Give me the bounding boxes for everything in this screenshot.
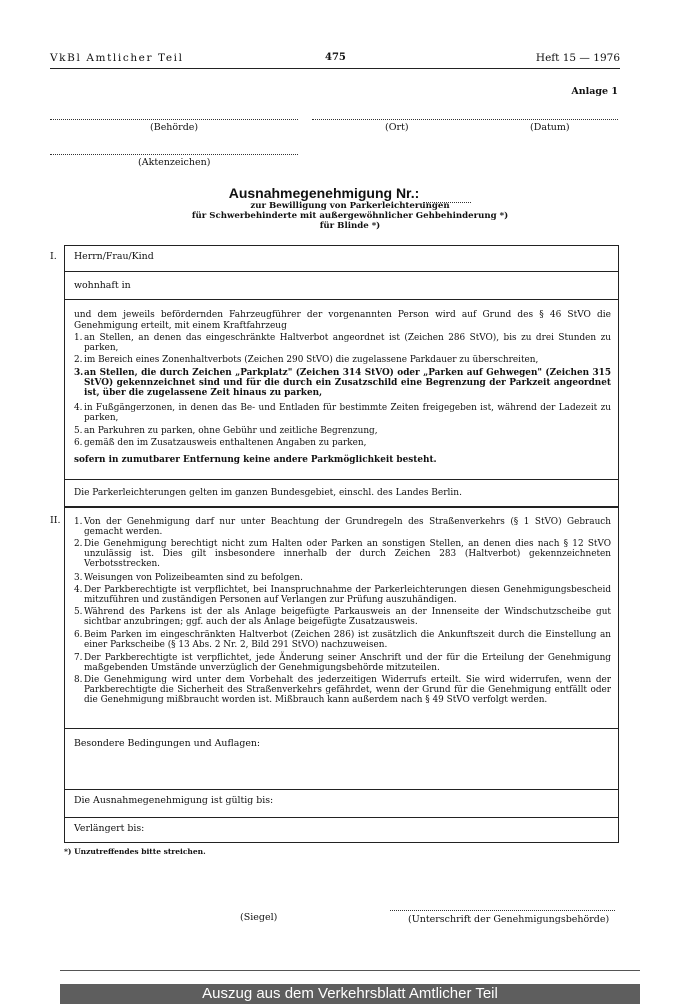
ort-caption: (Ort): [385, 122, 409, 133]
closing-condition: sofern in zumutbarer Entfernung keine andere Parkmöglichkeit besteht.: [74, 455, 437, 465]
wohnhaft-label: wohnhaft in: [74, 280, 131, 291]
intro-text: und dem jeweils befördernden Fahrzeugführer der vorgenannten Person wird auf Grund des § 46 StVO die Genehmigung erteilt, mit einem Kraftfahrzeug: [74, 310, 611, 331]
list-item: 2. Die Genehmigung berechtigt nicht zum Halten oder Parken an sonstigen Stellen, an denen dies nach § 12 StVO unzulässig ist. Dies gilt insbesondere innerhalb der durch Zeichen 283 (Haltverbot) gekennzeichneten Verbotsstrecken.: [74, 539, 611, 569]
name-label: Herrn/Frau/Kind: [74, 251, 154, 262]
divider: [65, 817, 618, 818]
divider: [65, 271, 618, 272]
scope-text: Die Parkerleichterungen gelten im ganzen Bundesgebiet, einschl. des Landes Berlin.: [74, 488, 462, 498]
section-2-box: [64, 507, 619, 843]
divider: [65, 299, 618, 300]
subtitle-3: für Blinde *): [319, 221, 381, 231]
signature-caption: (Unterschrift der Genehmigungsbehörde): [408, 914, 610, 925]
list-item: 2. im Bereich eines Zonenhaltverbots (Zeichen 290 StVO) die zugelassene Parkdauer zu überschreiten,: [74, 355, 539, 365]
list-item: 3. Weisungen von Polizeibeamten sind zu befolgen.: [74, 573, 303, 583]
footnote: *) Unzutreffendes bitte streichen.: [64, 847, 206, 856]
list-item: 5. Während des Parkens ist der als Anlage beigefügte Parkausweis an der Innenseite der Windschutzscheibe gut sichtbar anzubringen; ggf. auch der als Anlage beigefügte Zusatzausweis.: [74, 607, 611, 627]
divider: [65, 789, 618, 790]
list-item: 6. Beim Parken im eingeschränkten Haltverbot (Zeichen 286) ist zusätzlich die Ankunftszeit durch die Einstellung an einer Parkscheibe (§ 13 Abs. 2 Nr. 2, Bild 291 StVO) nachzuweisen.: [74, 630, 611, 650]
form-title: [0, 183, 700, 203]
list-item: 4. in Fußgängerzonen, in denen das Be- und Entladen für bestimmte Zeiten freigegeben ist, während der Ladezeit zu parken,: [74, 403, 611, 423]
ort-datum-line[interactable]: [312, 119, 618, 120]
list-item: 7. Der Parkberechtigte ist verpflichtet, jede Änderung seiner Anschrift und der für die Erteilung der Genehmigung maßgebenden Umstände unverzüglich der Genehmigungsbehörde mitzuteilen.: [74, 653, 611, 673]
subtitle-2: für Schwerbehinderte mit außergewöhnlicher Gehbehinderung *): [191, 211, 509, 221]
divider: [65, 479, 618, 480]
list-item: 1. an Stellen, an denen das eingeschränkte Haltverbot angeordnet ist (Zeichen 286 StVO), bis zu drei Stunden zu parken,: [74, 333, 611, 353]
header-rule: [50, 68, 620, 69]
behoerde-line[interactable]: [50, 119, 298, 120]
datum-caption: (Datum): [530, 122, 570, 133]
list-item: 5. an Parkuhren zu parken, ohne Gebühr und zeitliche Begrenzung,: [74, 426, 378, 436]
journal-name: VkBl Amtlicher Teil: [50, 52, 184, 64]
aktenzeichen-line[interactable]: [50, 154, 298, 155]
annex-label: Anlage 1: [571, 86, 618, 97]
conditions-label: Besondere Bedingungen und Auflagen:: [74, 738, 261, 749]
number-field[interactable]: [423, 183, 471, 203]
valid-until-label: Die Ausnahmegenehmigung ist gültig bis:: [74, 795, 274, 806]
aktenzeichen-caption: (Aktenzeichen): [138, 157, 211, 168]
divider: [65, 728, 618, 729]
signature-line[interactable]: [390, 910, 615, 911]
title-main: Ausnahmegenehmigung Nr.:: [228, 185, 420, 201]
list-item: 6. gemäß den im Zusatzausweis enthaltenen Angaben zu parken,: [74, 438, 367, 448]
list-item: 1. Von der Genehmigung darf nur unter Beachtung der Grundregeln des Straßenverkehrs (§ 1 StVO) Gebrauch gemacht werden.: [74, 517, 611, 537]
issue-info: Heft 15 — 1976: [535, 52, 620, 64]
section-1-label: I.: [50, 251, 57, 262]
list-item: 4. Der Parkberechtigte ist verpflichtet, bei Inanspruchnahme der Parkerleichterungen diesen Genehmigungsbescheid mitzuführen und zuständigen Personen auf Verlangen zur Prüfung auszuhändigen.: [74, 585, 611, 605]
seal-caption: (Siegel): [240, 912, 278, 923]
behoerde-caption: (Behörde): [150, 122, 199, 133]
subtitle-1: zur Bewilligung von Parkerleichterungen: [250, 201, 450, 211]
source-banner: Auszug aus dem Verkehrsblatt Amtlicher Teil: [60, 984, 640, 1004]
section-2-label: II.: [50, 515, 61, 526]
list-item: 8. Die Genehmigung wird unter dem Vorbehalt des jederzeitigen Widerrufs erteilt. Sie wird widerrufen, wenn der Parkberechtigte die Sicherheit des Straßenverkehrs gefährdet, wenn der Grund für die Genehmigung entfällt oder die Genehmigung mißbraucht worden ist. Mißbrauch kann außerdem nach § 49 StVO verfolgt werden.: [74, 675, 611, 705]
bottom-rule: [60, 970, 640, 971]
extended-until-label: Verlängert bis:: [74, 823, 145, 834]
section-1-box: [64, 245, 619, 507]
conditions-field[interactable]: [65, 750, 618, 788]
list-item: 3. an Stellen, die durch Zeichen „Parkplatz" (Zeichen 314 StVO) oder „Parken auf Gehwegen" (Zeichen 315 StVO) gekennzeichnet sind und für die durch ein Zusatzschild eine Begrenzung der Parkzeit angeordnet ist, über die zugelassene Zeit hinaus zu parken,: [74, 368, 611, 398]
page-number: 475: [325, 52, 346, 63]
